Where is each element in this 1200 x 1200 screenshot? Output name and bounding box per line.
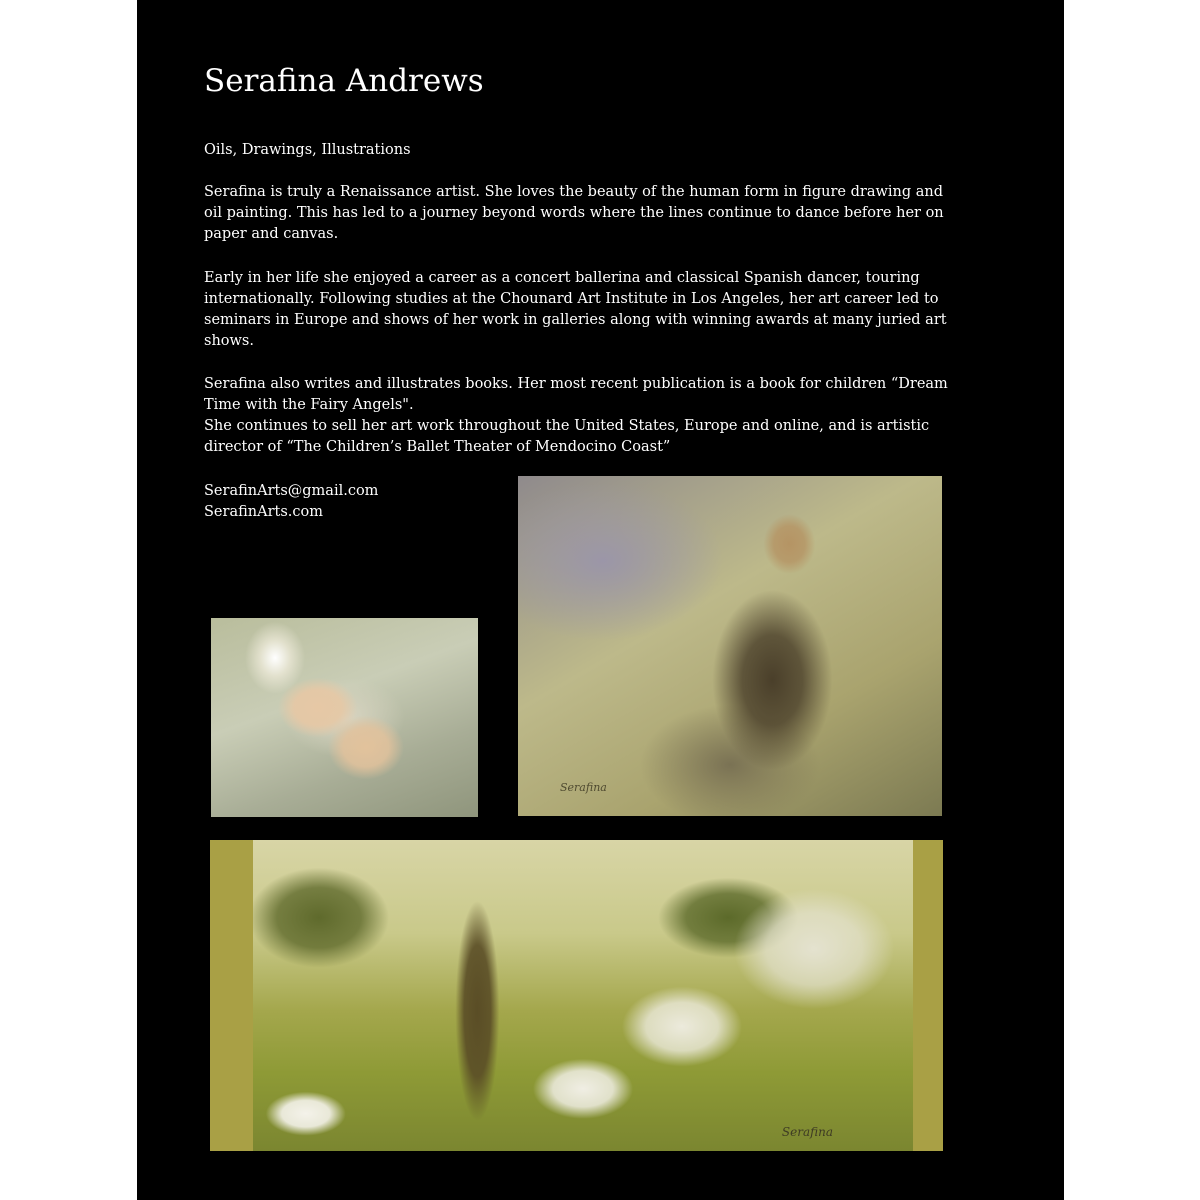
contact-email: SerafinArts@gmail.com — [204, 483, 379, 499]
violinist-painting — [518, 476, 942, 816]
artist-page — [137, 0, 1064, 1200]
artist-name-heading: Serafina Andrews — [204, 63, 484, 99]
contact-website: SerafinArts.com — [204, 504, 323, 520]
dancer-geese-painting — [253, 840, 913, 1151]
mediums-line: Oils, Drawings, Illustrations — [204, 142, 411, 158]
bio-paragraph-2: Early in her life she enjoyed a career as a concert ballerina and classical Spanish dancer, touring internationally. Following studies at the Chounard Art Institute in Los Angeles, her art career led to seminars in Europe and shows of her work in galleries along with winning awards at many juried art shows. — [204, 270, 947, 349]
dancer-geese-painting-frame — [210, 840, 943, 1151]
bio-paragraph-3: Serafina also writes and illustrates books. Her most recent publication is a book for children “Dream Time with the Fairy Angels". She continues to sell her art work throughout the United States, Europe and online, and is artistic director of “The Children’s Ballet Theater of Mendocino Coast” — [204, 376, 948, 455]
contact-block — [204, 481, 378, 523]
dancer-signature: Serafina — [781, 1125, 833, 1139]
cherubs-painting — [211, 618, 478, 817]
violinist-signature: Serafina — [560, 781, 607, 794]
bio-paragraph-1: Serafina is truly a Renaissance artist. She loves the beauty of the human form in figure drawing and oil painting. This has led to a journey beyond words where the lines continue to dance before her on paper and canvas. — [204, 184, 944, 242]
